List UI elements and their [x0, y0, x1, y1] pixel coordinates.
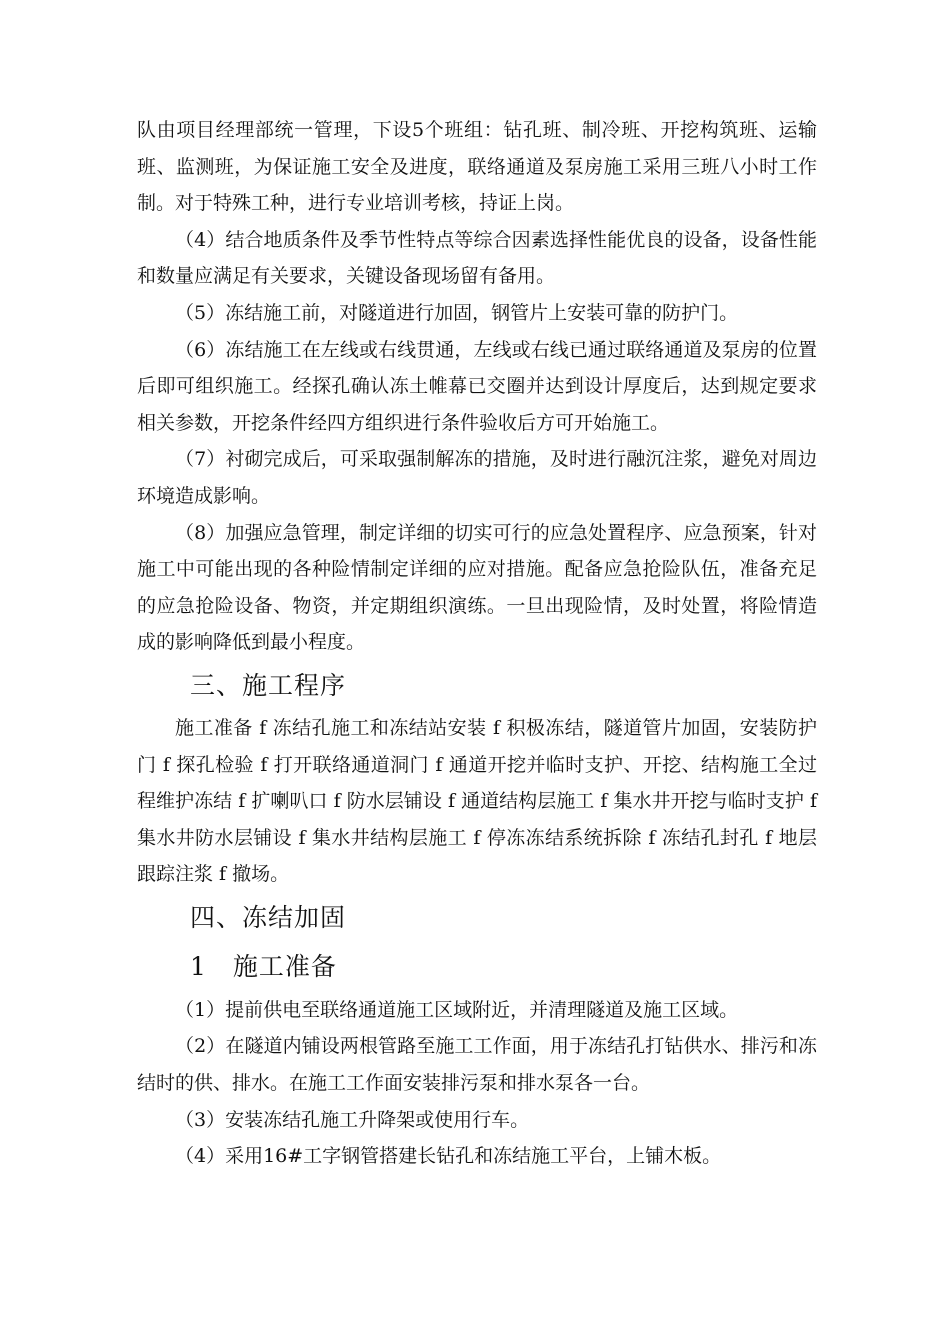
paragraph-tunnel-reinforcement: （5）冻结施工前，对隧道进行加固，钢管片上安装可靠的防护门。 — [175, 301, 739, 324]
paragraph-team-organization: 队由项目经理部统一管理，下设5个班组：钻孔班、制冷班、开挖构筑班、运输班、监测班，为保证施工安全及进度，联络通道及泵房施工采用三班八小时工作制。对于特殊工种，进行专业培训考核，持证上岗。 — [137, 119, 817, 215]
paragraph-power-supply: （1）提前供电至联络通道施工区域附近，并清理隧道及施工区域。 — [175, 998, 739, 1021]
paragraph-work-platform: （4）采用16#工字钢管搭建长钻孔和冻结施工平台，上铺木板。 — [175, 1145, 722, 1168]
section-heading-construction-procedure: 三、施工程序 — [190, 670, 347, 700]
section-heading-freezing-reinforcement: 四、冻结加固 — [190, 902, 347, 932]
subsection-heading-construction-preparation: 1 施工准备 — [190, 951, 337, 981]
paragraph-forced-thawing: （7）衬砌完成后，可采取强制解冻的措施，及时进行融沉注浆，避免对周边环境造成影响。 — [137, 448, 817, 507]
paragraph-construction-start-conditions: （6）冻结施工在左线或右线贯通，左线或右线已通过联络通道及泵房的位置后即可组织施工。经探孔确认冻土帷幕已交圈并达到设计厚度后，达到规定要求相关参数，开挖条件经四方组织进行条件验收后方可开始施工。 — [137, 338, 817, 434]
document-body — [137, 112, 817, 1175]
paragraph-emergency-management: （8）加强应急管理，制定详细的切实可行的应急处置程序、应急预案，针对施工中可能出现的各种险情制定详细的应对措施。配备应急抢险队伍，准备充足的应急抢险设备、物资，并定期组织演练。一旦出现险情，及时处置，将险情造成的影响降低到最小程度。 — [137, 521, 817, 654]
paragraph-pipelines: （2）在隧道内铺设两根管路至施工工作面，用于冻结孔打钻供水、排污和冻结时的供、排水。在施工工作面安装排污泵和排水泵各一台。 — [137, 1035, 817, 1095]
paragraph-procedure-sequence: 施工准备 f 冻结孔施工和冻结站安装 f 积极冻结，隧道管片加固，安装防护门 f 探孔检验 f 打开联络通道洞门 f 通道开挖并临时支护、开挖、结构施工全过程维护冻结 f 扩喇叭口 f 防水层铺设 f 通道结构层施工 f 集水井开挖与临时支护 f 集水井防水层铺设 f 集水井结构层施工 f 停冻冻结系统拆除 f 冻结孔封孔 f 地层跟踪注浆 f 撤场。 — [137, 716, 817, 886]
paragraph-lifting-frame: （3）安装冻结孔施工升降架或使用行车。 — [175, 1108, 530, 1131]
paragraph-equipment-selection: （4）结合地质条件及季节性特点等综合因素选择性能优良的设备，设备性能和数量应满足有关要求，关键设备现场留有备用。 — [137, 228, 817, 288]
